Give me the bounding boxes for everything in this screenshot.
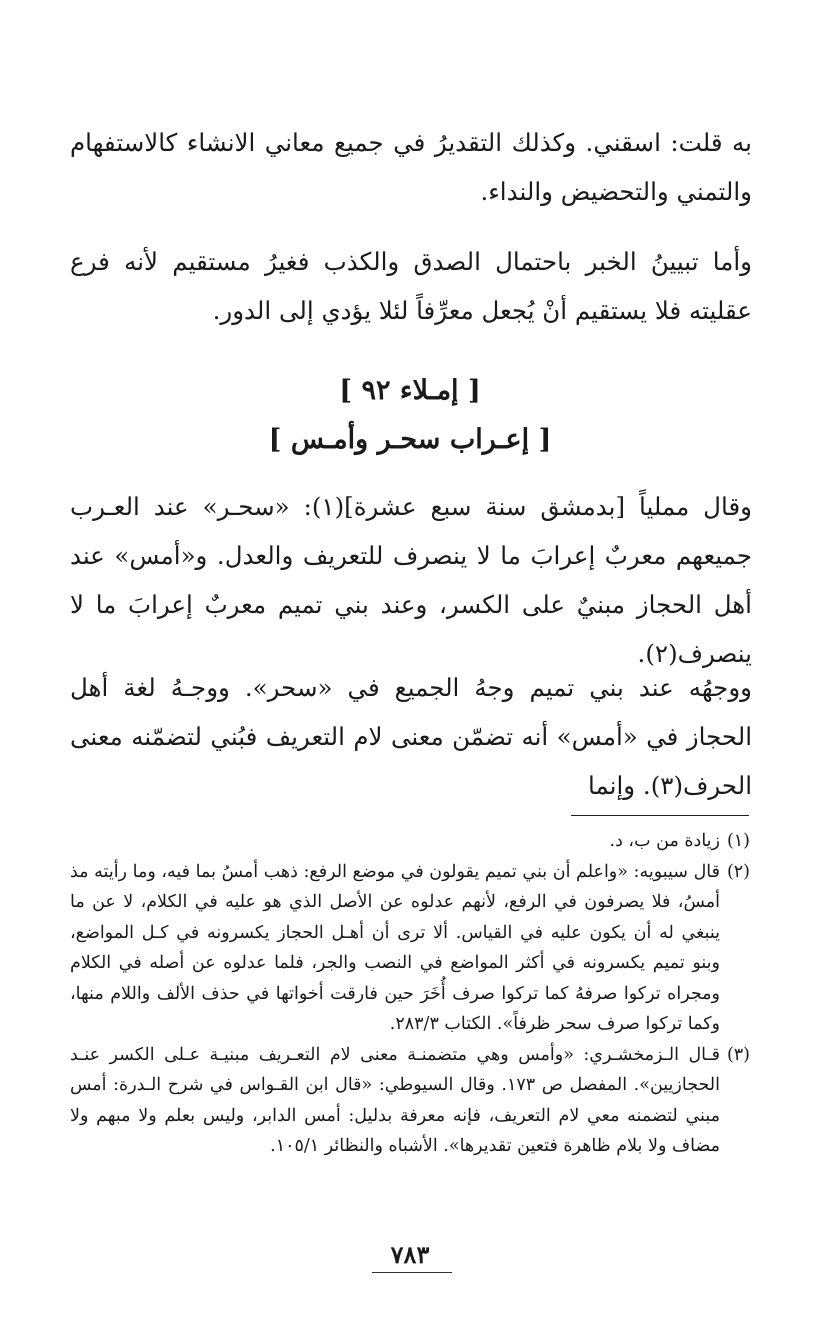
footnote-2 xyxy=(70,857,750,1040)
footnote-number: (١) xyxy=(726,831,750,851)
footnote-text: زيادة من ب، د. xyxy=(609,831,720,851)
page-number: ٧٨٣ xyxy=(390,1240,430,1269)
body-paragraph-4: ووجهُه عند بني تميم وجهُ الجميع في «سحر». ووجـهُ لغة أهل الحجاز في «أمس» أنه تضمّن معنى لام التعريف فبُني لتضمّنه معنى الحرف(٣). وإنما xyxy=(70,673,752,800)
footnote-text: قـال الـزمخشـري: «وأمس وهي متضمنـة معنى لام التعـريف مبنيـة عـلى الكسر عنـد الحجازيين». المفصل ص ١٧٣. وقال السيوطي: «قال ابن القـواس في شرح الـدرة: أمس مبني لتضمنه معي لام التعريف، فإنه معرفة بدليل: أمس الدابر، وليس بعلم ولا مبهم ولا مضاف ولا بلام ظاهرة فتعين تقديرها». الأشباه والنظائر ١٠٥/١. xyxy=(70,1044,720,1156)
section-heading-dictation-number: [ إمـلاء ٩٢ ] xyxy=(339,375,481,406)
footnotes-section xyxy=(70,826,750,1162)
body-paragraph-1: به قلت: اسقني. وكذلك التقديرُ في جميع معاني الانشاء كالاستفهام والتمني والتحضيض والنداء. xyxy=(70,128,752,206)
footnote-number: (٣) xyxy=(726,1044,750,1065)
body-paragraph-2: وأما تبيينُ الخبر باحتمال الصدق والكذب فغيرُ مستقيم لأنه فرع عقليته فلا يستقيم أنْ يُجعل معرِّفاً لئلا يؤدي إلى الدور. xyxy=(70,247,752,325)
footnote-separator xyxy=(571,815,749,816)
body-paragraph-3: وقال مملياً [بدمشق سنة سبع عشرة](١): «سحـر» عند العـرب جميعهم معربٌ إعرابَ ما لا ينصرف للتعريف والعدل. و«أمس» عند أهل الحجاز مبنيٌ على الكسر، وعند بني تميم معربٌ إعرابَ ما لا ينصرف(٢). xyxy=(70,492,752,668)
page-number-underline xyxy=(372,1272,452,1273)
section-heading-title: [ إعـراب سحـر وأمـس ] xyxy=(268,424,552,455)
footnote-number: (٢) xyxy=(726,861,750,882)
footnote-3 xyxy=(70,1040,750,1162)
footnote-1 xyxy=(70,826,750,857)
footnote-text: قال سيبويه: «واعلم أن بني تميم يقولون في موضع الرفع: ذهب أمسُ بما فيه، وما رأيته مذ أمسُ، فلا يصرفون في الرفع، لأنهم عدلوه عن الأصل الذي هو عليه في الكلام، لا عن ما ينبغي له أن يكون عليه في القياس. ألا ترى أن أهـل الحجاز يكسرونه في كـل المواضع، وبنو تميم يكسرونه في أكثر المواضع في النصب والجر، فلما عدلوه عن أصله في الكلام ومجراه تركوا صرفهُ كما تركوا صرف أُخَرَ حين فارقت أخواتها في حذف الألف واللام منها، وكما تركوا صرف سحر ظرفاً». الكتاب ٢٨٣/٣. xyxy=(70,861,720,1034)
